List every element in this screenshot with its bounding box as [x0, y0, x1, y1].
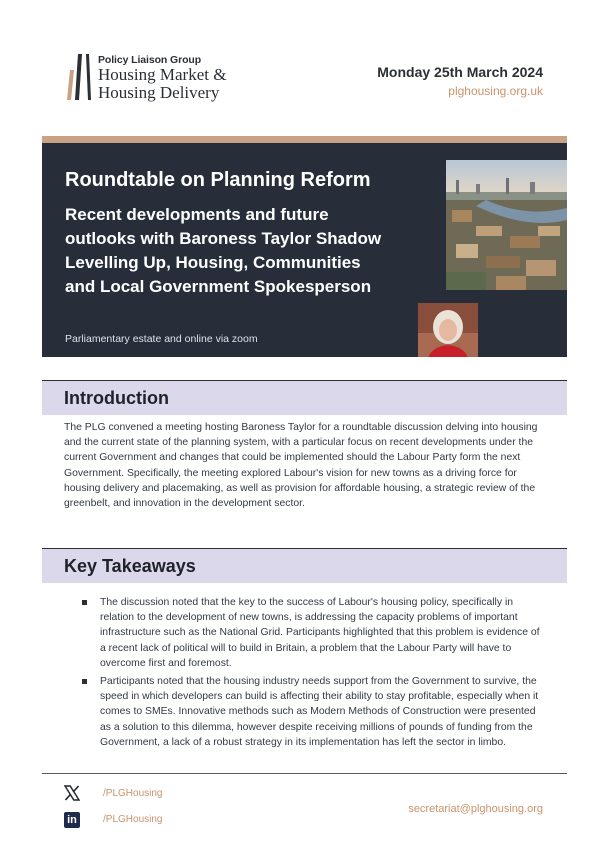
website-link[interactable]: plghousing.org.uk: [448, 84, 543, 98]
meeting-date: Monday 25th March 2024: [377, 64, 543, 80]
org-title-line2: Housing Delivery: [98, 83, 220, 102]
linkedin-handle[interactable]: /PLGHousing: [103, 814, 163, 825]
key-takeaways-list: [82, 595, 542, 753]
twitter-handle[interactable]: /PLGHousing: [103, 788, 163, 799]
org-group-name: Policy Liaison Group: [98, 54, 202, 66]
introduction-heading-bar: [42, 380, 567, 415]
x-twitter-icon[interactable]: [64, 785, 80, 801]
bullet-icon: [82, 600, 87, 605]
introduction-body: The PLG convened a meeting hosting Baroness Taylor for a roundtable discussion delving into housing and the current state of the planning system, with a particular focus on recent developments under the current Government and changes that could be implemented should the Labour Party form the next Government. Specifically, the meeting explored Labour's vision for new towns as a driving force for housing delivery and placemaking, as well as provision for affordable housing, a strategic review of the greenbelt, and innovation in the development sector.: [64, 422, 538, 510]
introduction-heading: Introduction: [64, 388, 169, 408]
list-item-text: Participants noted that the housing industry needs support from the Government to survive, the speed in which developers can build is affecting their ability to stay profitable, especially when it comes to SMEs. Innovative methods such as Modern Methods of Construction were presented as a solution to this dilemma, however despite receiving millions of pounds of funding from the Government, a lack of a robust strategy in its implementation has left the sector in limbo.: [100, 676, 539, 748]
list-item-text: The discussion noted that the key to the success of Labour's housing policy, specifically in relation to the development of new towns, is addressing the capacity problems of important infrastructure such as the National Grid. Participants highlighted that this problem is evidence of a recent lack of political will to build in Britain, a problem that the Labour Party will have to overcome first and foremost.: [100, 597, 540, 669]
bullet-icon: [82, 679, 87, 684]
meeting-location: Parliamentary estate and online via zoom: [65, 333, 258, 345]
footer-divider: [42, 773, 567, 774]
list-item: [82, 595, 542, 671]
list-item: [82, 674, 542, 750]
city-skyline-image: [446, 160, 567, 290]
linkedin-icon[interactable]: in: [64, 812, 80, 828]
key-takeaways-heading-bar: [42, 548, 567, 583]
page-title: Roundtable on Planning Reform: [65, 169, 371, 191]
speaker-portrait: [418, 303, 478, 357]
key-takeaways-heading: Key Takeaways: [64, 556, 196, 576]
accent-bar: [42, 136, 567, 143]
contact-email[interactable]: secretariat@plghousing.org: [408, 803, 543, 815]
page-subtitle: Recent developments and future outlooks with Baroness Taylor Shadow Levelling Up, Housing, Communities and Local Government Spokesperson: [65, 205, 382, 296]
logo-mark-icon: [66, 50, 94, 102]
org-title-line1: Housing Market &: [98, 65, 227, 84]
hero-banner: [42, 143, 567, 357]
